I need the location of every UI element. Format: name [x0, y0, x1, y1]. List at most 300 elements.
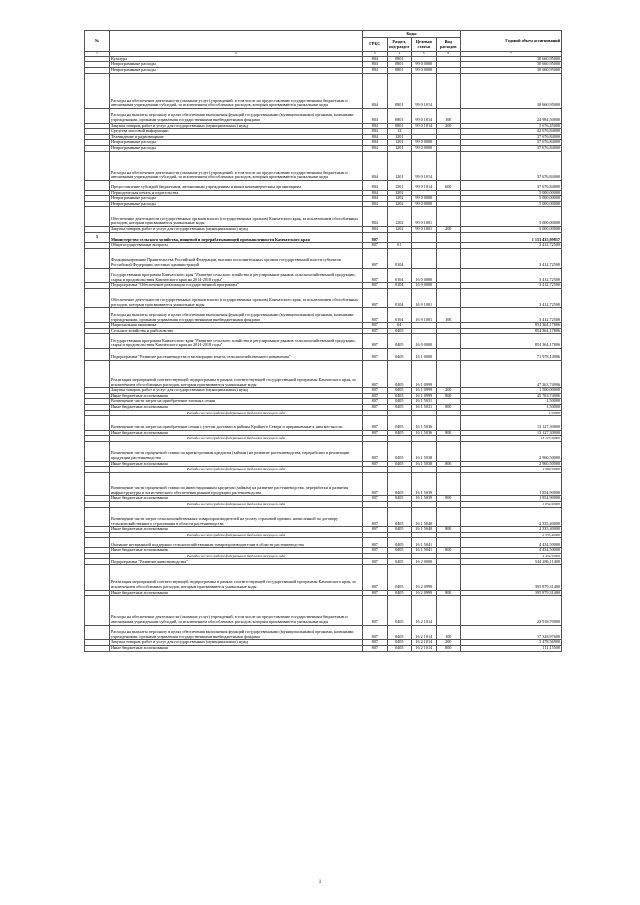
row-target: 16 2 1014 — [412, 596, 437, 625]
row-name: Оказание несвязанной поддержки сельскохозяйственным товаропроизводителям в области растениеводства — [110, 538, 363, 548]
row-kind — [436, 507, 461, 527]
row-section: 0104 — [387, 268, 412, 283]
row-amount: 1,50000 — [461, 399, 562, 405]
column-index-cell: 4 — [387, 52, 412, 57]
row-kind: 800 — [436, 527, 461, 533]
row-name: Подпрограмма "Обеспечение реализации государственной программы" — [110, 283, 363, 289]
row-amount: 47 263,74906 — [461, 360, 562, 387]
row-name: Расходы за счет средств федерального бюджета текущего года — [110, 467, 363, 473]
row-target: 16 1 0999 — [412, 360, 437, 387]
row-grbs: 804 — [363, 207, 388, 227]
row-section: 1201 — [387, 134, 412, 140]
row-grbs: 804 — [363, 151, 388, 180]
row-grbs: 807 — [363, 308, 388, 323]
row-section: 0405 — [387, 507, 412, 527]
row-amount: 3 412,72500 — [461, 243, 562, 249]
row-section: 1201 — [387, 180, 412, 190]
row-section: 12 — [387, 129, 412, 135]
row-grbs: 807 — [363, 283, 388, 289]
row-kind — [436, 360, 461, 387]
row-number — [85, 108, 110, 123]
column-index-cell: 3 — [363, 52, 388, 57]
row-target: 16 0 0000 — [412, 268, 437, 283]
row-section: 0801 — [387, 108, 412, 123]
column-index-cell: 1 — [85, 52, 110, 57]
row-name: Возмещение части затрат на приобретение элитных семян — [110, 399, 363, 405]
row-target: 16 1 5036 — [412, 430, 437, 436]
row-section: 1201 — [387, 140, 412, 146]
row-section: 1202 — [387, 227, 412, 233]
table-row — [85, 565, 562, 590]
row-grbs: 807 — [363, 249, 388, 269]
table-row — [85, 334, 562, 349]
row-target: 99 0 1014 — [412, 151, 437, 180]
row-name: Расходы за счет средств федерального бюджета текущего года — [110, 553, 363, 559]
row-amount: 1 153 435,99817 — [461, 232, 562, 243]
row-kind — [436, 288, 461, 308]
row-kind — [436, 334, 461, 349]
column-index-cell: 2 — [110, 52, 363, 57]
row-name: Предоставление субсидий бюджетным, автономным учреждениям и иным некоммерческим организациям — [110, 180, 363, 190]
row-amount: 4 434,50000 — [461, 538, 562, 548]
row-target: 16 1 5041 — [412, 538, 437, 548]
row-number — [85, 507, 110, 527]
row-amount: 5 676,45000 — [461, 123, 562, 129]
table-row — [85, 151, 562, 180]
row-grbs: 807 — [363, 590, 388, 596]
row-grbs: 804 — [363, 180, 388, 190]
table-row — [85, 360, 562, 387]
row-target: 16 1 0999 — [412, 393, 437, 399]
row-amount: 30 660,95000 — [461, 73, 562, 108]
row-kind: 100 — [436, 308, 461, 323]
row-grbs: 807 — [363, 416, 388, 431]
row-section: 0405 — [387, 405, 412, 411]
row-grbs: 804 — [363, 129, 388, 135]
row-name: Подпрограмма "Развитие животноводства" — [110, 559, 363, 565]
row-name: Закупка товаров, работ и услуг для государственных (муниципальных) нужд — [110, 388, 363, 394]
row-kind: 200 — [436, 227, 461, 233]
row-target: 16 2 1014 — [412, 625, 437, 640]
row-amount: 3 412,72500 — [461, 268, 562, 283]
row-grbs: 807 — [363, 268, 388, 283]
col-target-header: Целевая статья — [412, 38, 437, 52]
row-grbs: 807 — [363, 548, 388, 554]
row-name: Возмещение части затрат на приобретение семян с учетом доставки в районы Крайнего Севера и приравненные к ним местности — [110, 416, 363, 431]
row-grbs: 804 — [363, 108, 388, 123]
row-kind: 200 — [436, 640, 461, 646]
row-number — [85, 442, 110, 462]
row-grbs: 807 — [363, 232, 388, 243]
row-section: 0405 — [387, 328, 412, 334]
row-grbs: 807 — [363, 288, 388, 308]
row-amount: 854 364,17806 — [461, 328, 562, 334]
row-amount: 395 879,31400 — [461, 590, 562, 596]
row-amount: 2 335,40000 — [461, 527, 562, 533]
row-section: 0405 — [387, 640, 412, 646]
row-name: Иные бюджетные ассигнования — [110, 461, 363, 467]
row-target: 16 1 5031 — [412, 399, 437, 405]
row-kind: 800 — [436, 393, 461, 399]
col-name-header — [110, 31, 363, 52]
row-name: Телевидение и радиовещание — [110, 134, 363, 140]
row-target: 99 0 0000 — [412, 196, 437, 202]
row-target: 16 1 5040 — [412, 507, 437, 527]
row-name: Возмещение части процентной ставки по краткосрочным кредитам (займам) на развитие растениеводства, переработки и реализации продукции растениеводства — [110, 442, 363, 462]
table-row — [85, 538, 562, 548]
row-amount: 30 660,95000 — [461, 62, 562, 68]
row-section: 0405 — [387, 596, 412, 625]
row-target: 99 0 1014 — [412, 108, 437, 123]
row-grbs: 807 — [363, 645, 388, 651]
table-row — [85, 108, 562, 123]
row-grbs: 807 — [363, 527, 388, 533]
row-name: Функционирование Правительства Российской Федерации, высших исполнительных органов государственной власти субъектов Российской Федерации, местных администраций — [110, 249, 363, 269]
row-kind — [436, 472, 461, 496]
row-section — [387, 232, 412, 243]
row-name: Непрограммные расходы — [110, 140, 363, 146]
row-section: 04 — [387, 323, 412, 329]
row-section: 0801 — [387, 67, 412, 73]
row-grbs: 804 — [363, 140, 388, 146]
col-num-header: № — [85, 31, 110, 52]
table-row — [85, 596, 562, 625]
table-row — [85, 645, 562, 651]
row-section: 1202 — [387, 190, 412, 196]
row-amount: 45 763,74906 — [461, 393, 562, 399]
row-name: Иные бюджетные ассигнования — [110, 496, 363, 502]
row-amount: 1,50000 — [461, 405, 562, 411]
row-grbs: 807 — [363, 472, 388, 496]
row-target: 16 2 0000 — [412, 559, 437, 565]
row-section: 01 — [387, 243, 412, 249]
row-name: Расходы на обеспечение деятельности (оказание услуг) учреждений, в том числе на предоставление государственным бюджетным и автономным учреждениям субсидий, за исключением обособленных расходов, которым присваиваются уникальные коды — [110, 151, 363, 180]
row-grbs: 807 — [363, 507, 388, 527]
row-name: Общегосударственные вопросы — [110, 243, 363, 249]
row-amount: 22 918,70000 — [461, 596, 562, 625]
row-name: Расходы на выплаты персоналу в целях обеспечения выполнения функций государственными (муниципальными) органами, казенными учреждениями, органами управления государственными внебюджетными фондами — [110, 108, 363, 123]
row-kind: 600 — [436, 180, 461, 190]
row-target: 16 1 5039 — [412, 496, 437, 502]
row-amount: 30 660,95000 — [461, 56, 562, 62]
row-amount: 37 676,84000 — [461, 145, 562, 151]
row-section: 0405 — [387, 559, 412, 565]
table-row — [85, 507, 562, 527]
row-target: 99 0 1001 — [412, 227, 437, 233]
row-name: Иные бюджетные ассигнования — [110, 548, 363, 554]
row-kind: 100 — [436, 108, 461, 123]
row-name: Возмещение части процентной ставки по инвестиционным кредитам (займам) на развитие растениеводства, переработки и развития инфраструктуры и логистического обеспечения рынков продукции растениеводства — [110, 472, 363, 496]
row-name: Иные бюджетные ассигнования — [110, 393, 363, 399]
row-amount: 3 412,72500 — [461, 288, 562, 308]
budget-table — [84, 30, 562, 652]
row-kind — [436, 207, 461, 227]
row-kind — [436, 249, 461, 269]
row-target: 16 1 5031 — [412, 405, 437, 411]
row-section: 0801 — [387, 73, 412, 108]
row-target — [412, 232, 437, 243]
row-amount: 1 854,90000 — [461, 501, 562, 507]
row-amount: 1 500,00000 — [461, 388, 562, 394]
row-kind — [436, 596, 461, 625]
row-grbs: 804 — [363, 227, 388, 233]
row-name: Расходы на обеспечение деятельности (оказание услуг) учреждений, в том числе на предоставление государственным бюджетным и автономным учреждениям субсидий, за исключением обособленных расходов, которым присваиваются уникальные коды — [110, 596, 363, 625]
row-amount: 5 000,00000 — [461, 227, 562, 233]
row-section: 0405 — [387, 399, 412, 405]
row-grbs: 807 — [363, 328, 388, 334]
row-amount: 2 960,50000 — [461, 467, 562, 473]
row-name: Расходы за счет средств федерального бюджета текущего года — [110, 436, 363, 442]
table-row — [85, 308, 562, 323]
row-amount: 544 286,11400 — [461, 559, 562, 565]
row-section: 0801 — [387, 123, 412, 129]
row-kind: 800 — [436, 590, 461, 596]
row-number — [85, 349, 110, 361]
row-name: Обеспечение деятельности государственных органов власти (государственных органов) Камчатского края, за исключением обособленных расходов, которым присваиваются уникальные коды — [110, 207, 363, 227]
row-kind — [436, 268, 461, 283]
row-kind: 200 — [436, 123, 461, 129]
row-grbs: 807 — [363, 399, 388, 405]
row-kind: 800 — [436, 405, 461, 411]
table-row — [85, 442, 562, 462]
row-amount: 4 434,50000 — [461, 548, 562, 554]
row-name: Расходы за счет средств федерального бюджета текущего года — [110, 532, 363, 538]
row-name: Реализация мероприятий соответствующей подпрограммы в рамках соответствующей государственной программы Камчатского края, за исключением обособленных расходов, которым присваиваются уникальные коды — [110, 565, 363, 590]
budget-rows — [85, 56, 562, 651]
row-grbs: 807 — [363, 596, 388, 625]
column-index-cell: 5 — [412, 52, 437, 57]
row-number — [85, 596, 110, 625]
row-amount: 3 412,72500 — [461, 249, 562, 269]
row-section: 0405 — [387, 496, 412, 502]
row-kind: 800 — [436, 430, 461, 436]
row-grbs: 804 — [363, 190, 388, 196]
row-amount: 13 127,30000 — [461, 416, 562, 431]
page-number: 1 — [318, 880, 322, 885]
row-section: 0801 — [387, 62, 412, 68]
row-target: 16 1 5039 — [412, 472, 437, 496]
row-target: 16 1 5038 — [412, 461, 437, 467]
row-target: 16 9 1001 — [412, 308, 437, 323]
row-name: Непрограммные расходы — [110, 67, 363, 73]
row-grbs: 807 — [363, 334, 388, 349]
row-amount: 30 660,95000 — [461, 67, 562, 73]
row-name: Закупка товаров, работ и услуг для государственных (муниципальных) нужд — [110, 123, 363, 129]
row-amount: 854 364,17806 — [461, 334, 562, 349]
row-kind — [436, 416, 461, 431]
row-section: 0405 — [387, 334, 412, 349]
row-name: Непрограммные расходы — [110, 145, 363, 151]
row-target: 16 1 0000 — [412, 349, 437, 361]
row-amount: 2 335,40000 — [461, 532, 562, 538]
row-number — [85, 416, 110, 431]
row-target: 16 2 1014 — [412, 640, 437, 646]
row-amount: 5 000,00000 — [461, 207, 562, 227]
row-name: Иные бюджетные ассигнования — [110, 527, 363, 533]
row-grbs: 804 — [363, 56, 388, 62]
row-grbs: 804 — [363, 67, 388, 73]
row-grbs: 807 — [363, 430, 388, 436]
row-section: 1202 — [387, 196, 412, 202]
row-section: 1202 — [387, 201, 412, 207]
row-number — [85, 288, 110, 308]
row-number — [85, 180, 110, 190]
row-name: Расходы на выплаты персоналу в целях обеспечения выполнения функций государственными (муниципальными) органами, казенными учреждениями, органами управления государственными внебюджетными фондами — [110, 308, 363, 323]
row-target: 16 0 0000 — [412, 334, 437, 349]
row-amount: 2 960,50000 — [461, 461, 562, 467]
row-name: Расходы на выплаты персоналу в целях обеспечения выполнения функций государственными (муниципальными) органами, казенными учреждениями, органами управления государственными внебюджетными фондами — [110, 625, 363, 640]
row-name: Культура — [110, 56, 363, 62]
row-amount: 3 412,72500 — [461, 283, 562, 289]
table-row — [85, 472, 562, 496]
table-row — [85, 288, 562, 308]
row-name: Иные бюджетные ассигнования — [110, 430, 363, 436]
row-grbs: 807 — [363, 461, 388, 467]
row-section: 0405 — [387, 360, 412, 387]
row-amount: 5 000,00000 — [461, 190, 562, 196]
row-name: Средства массовой информации — [110, 129, 363, 135]
row-name: Министерство сельского хозяйства, пищевой и перерабатывающей промышленности Камчатского края — [110, 232, 363, 243]
row-name: Возмещение части затрат сельскохозяйственных товаропроизводителей на уплату страховой премии, начисленной по договору сельскохозяйственного страхования в области растениеводства — [110, 507, 363, 527]
row-kind: 800 — [436, 461, 461, 467]
col-kind-header: Вид расходов — [436, 38, 461, 52]
row-number: 5 — [85, 232, 110, 243]
row-name: Обеспечение деятельности государственных органов власти (государственных органов) Камчатского края, за исключением обособленных расходов, которым присваиваются уникальные коды — [110, 288, 363, 308]
row-kind — [436, 73, 461, 108]
row-name: Закупка товаров, работ и услуг для государственных (муниципальных) нужд — [110, 640, 363, 646]
row-number — [85, 308, 110, 323]
row-grbs: 807 — [363, 565, 388, 590]
row-target: 16 1 5040 — [412, 527, 437, 533]
row-name: Национальная экономика — [110, 323, 363, 329]
row-amount: 111,15500 — [461, 645, 562, 651]
row-name: Закупка товаров, работ и услуг для государственных (муниципальных) нужд — [110, 227, 363, 233]
row-amount: 4 434,50000 — [461, 553, 562, 559]
row-number — [85, 625, 110, 640]
row-section: 0405 — [387, 527, 412, 533]
row-number — [85, 268, 110, 283]
row-number — [85, 645, 110, 651]
row-target: 16 1 0999 — [412, 388, 437, 394]
table-row — [85, 416, 562, 431]
row-name: Непрограммные расходы — [110, 62, 363, 68]
row-kind: 800 — [436, 496, 461, 502]
row-target: 99 0 1014 — [412, 73, 437, 108]
row-number — [85, 565, 110, 590]
row-section: 0405 — [387, 430, 412, 436]
row-amount: 37 676,84000 — [461, 151, 562, 180]
row-amount: 42 676,84000 — [461, 129, 562, 135]
table-row — [85, 268, 562, 283]
col-section-header: Раздел, под-раздел — [387, 38, 412, 52]
row-section: 0801 — [387, 56, 412, 62]
row-section: 0104 — [387, 249, 412, 269]
row-section: 1201 — [387, 151, 412, 180]
row-number — [85, 249, 110, 269]
row-grbs: 807 — [363, 323, 388, 329]
table-row — [85, 625, 562, 640]
row-target: 16 1 5038 — [412, 442, 437, 462]
row-grbs: 804 — [363, 123, 388, 129]
row-target: 16 9 1001 — [412, 288, 437, 308]
row-name: Непрограммные расходы — [110, 201, 363, 207]
row-amount: 3 412,72500 — [461, 308, 562, 323]
row-amount: 37 676,84000 — [461, 180, 562, 190]
row-grbs: 807 — [363, 243, 388, 249]
row-grbs: 807 — [363, 442, 388, 462]
row-amount: 2 335,40000 — [461, 507, 562, 527]
row-name: Реализация мероприятий соответствующей подпрограммы в рамках соответствующей государственной программы Камчатского края, за исключением обособленных расходов, которым присваиваются уникальные коды — [110, 360, 363, 387]
row-target: 16 2 1014 — [412, 645, 437, 651]
row-grbs: 807 — [363, 405, 388, 411]
row-number — [85, 360, 110, 387]
row-kind — [436, 565, 461, 590]
row-amount: 71 978,14906 — [461, 349, 562, 361]
row-name: Периодическая печать и издательства — [110, 190, 363, 196]
row-section: 0405 — [387, 388, 412, 394]
row-target: 99 0 0000 — [412, 140, 437, 146]
row-number — [85, 538, 110, 548]
row-grbs: 804 — [363, 62, 388, 68]
row-target: 16 2 0999 — [412, 590, 437, 596]
row-number — [85, 334, 110, 349]
codes-header: Коды — [363, 31, 461, 38]
row-section: 0405 — [387, 548, 412, 554]
row-kind: 100 — [436, 625, 461, 640]
row-name: Иные бюджетные ассигнования — [110, 590, 363, 596]
column-index-cell: 6 — [436, 52, 461, 57]
row-grbs: 807 — [363, 393, 388, 399]
row-amount: 854 364,17806 — [461, 323, 562, 329]
row-section: 0405 — [387, 349, 412, 361]
row-target: 99 0 1001 — [412, 207, 437, 227]
row-name: Расходы за счет средств федерального бюджета текущего года — [110, 501, 363, 507]
row-amount: 1 854,90000 — [461, 472, 562, 496]
row-target: 16 1 5041 — [412, 548, 437, 554]
row-number — [85, 151, 110, 180]
row-amount: 13 127,30000 — [461, 430, 562, 436]
row-section: 0405 — [387, 393, 412, 399]
row-amount: 1 854,90000 — [461, 496, 562, 502]
row-name: Подпрограмма "Развитие растениеводства и мелиорации земель сельскохозяйственного назначения" — [110, 349, 363, 361]
row-grbs: 804 — [363, 134, 388, 140]
row-target: 99 0 0000 — [412, 62, 437, 68]
row-amount: 37 676,84000 — [461, 140, 562, 146]
row-amount: 1,50000 — [461, 410, 562, 416]
row-section: 0405 — [387, 461, 412, 467]
row-grbs: 807 — [363, 625, 388, 640]
row-amount: 5 478,56900 — [461, 640, 562, 646]
row-grbs: 807 — [363, 349, 388, 361]
row-section: 0104 — [387, 308, 412, 323]
row-grbs: 807 — [363, 360, 388, 387]
row-kind: 800 — [436, 645, 461, 651]
row-target: 99 0 0000 — [412, 145, 437, 151]
row-section: 0104 — [387, 288, 412, 308]
row-section: 1201 — [387, 145, 412, 151]
row-kind: 800 — [436, 548, 461, 554]
row-grbs: 807 — [363, 640, 388, 646]
budget-page — [84, 30, 562, 652]
row-target: 16 1 5036 — [412, 416, 437, 431]
column-index-cell: 7 — [461, 52, 562, 57]
col-grbs-header: ГРБС — [363, 38, 388, 52]
table-row — [85, 73, 562, 108]
row-amount: 5 000,00000 — [461, 196, 562, 202]
row-grbs: 804 — [363, 196, 388, 202]
row-kind — [436, 232, 461, 243]
row-grbs: 804 — [363, 73, 388, 108]
